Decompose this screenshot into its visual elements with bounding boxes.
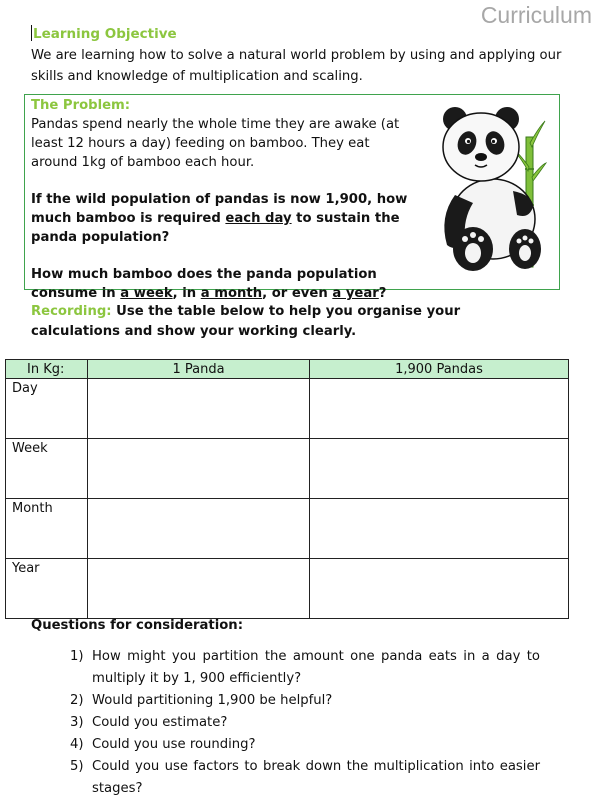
table-row: [6, 499, 569, 559]
recording-instructions: [31, 302, 531, 342]
answer-cell[interactable]: [310, 439, 569, 499]
questions-section: [31, 616, 551, 800]
row-label-day: Day: [6, 379, 88, 439]
problem-intro: Pandas spend nearly the whole time they are awake (at least 12 hours a day) feeding on bamboo. They eat around 1kg of bamboo each hour.: [31, 117, 400, 170]
problem-box: [24, 94, 560, 301]
objective-heading: Learning Objective: [33, 26, 177, 42]
answer-cell[interactable]: [310, 559, 569, 619]
answer-cell[interactable]: [88, 559, 310, 619]
problem-question-1: If the wild population of pandas is now 1,900, how much bamboo is required each day to sustain the panda population?: [31, 192, 408, 245]
brand-logo: [481, 0, 592, 27]
brand-line-2: Curriculum: [480, 2, 592, 28]
table-row: [6, 379, 569, 439]
problem-heading: The Problem:: [31, 98, 131, 113]
list-item: 2) Would partitioning 1,900 be helpful?: [70, 693, 333, 708]
answer-cell[interactable]: [88, 379, 310, 439]
problem-text: [31, 96, 416, 303]
answer-cell[interactable]: [88, 499, 310, 559]
calculation-table: [5, 359, 569, 619]
table-header-cell: In Kg:: [6, 360, 88, 379]
learning-objective: [31, 24, 571, 87]
row-label-year: Year: [6, 559, 88, 619]
answer-cell[interactable]: [88, 439, 310, 499]
list-item: 5) Could you use factors to break down the multiplication into easier stages?: [70, 759, 540, 796]
recording-text: Use the table below to help you organise your calculations and show your working clearly.: [31, 304, 461, 339]
table-row: [6, 559, 569, 619]
recording-label: Recording:: [31, 304, 112, 319]
list-item: 1) How might you partition the amount one panda eats in a day to multiply it by 1, 900 efficiently?: [70, 649, 540, 686]
answer-cell[interactable]: [310, 499, 569, 559]
answer-cell[interactable]: [310, 379, 569, 439]
row-label-month: Month: [6, 499, 88, 559]
text-cursor: [31, 25, 32, 41]
problem-question-2: How much bamboo does the panda population consume in a week, in a month, or even a year?: [31, 267, 387, 301]
table-header-row: [6, 360, 569, 379]
objective-text: We are learning how to solve a natural world problem by using and applying our skills and knowledge of multiplication and scaling.: [31, 48, 562, 84]
row-label-week: Week: [6, 439, 88, 499]
table-row: [6, 439, 569, 499]
list-item: 3) Could you estimate?: [70, 715, 228, 730]
questions-list: [31, 646, 551, 800]
table-header-cell: 1 Panda: [88, 360, 310, 379]
panda-icon: [433, 107, 547, 275]
list-item: 4) Could you use rounding?: [70, 737, 256, 752]
questions-heading: Questions for consideration:: [31, 618, 243, 633]
table-header-cell: 1,900 Pandas: [310, 360, 569, 379]
